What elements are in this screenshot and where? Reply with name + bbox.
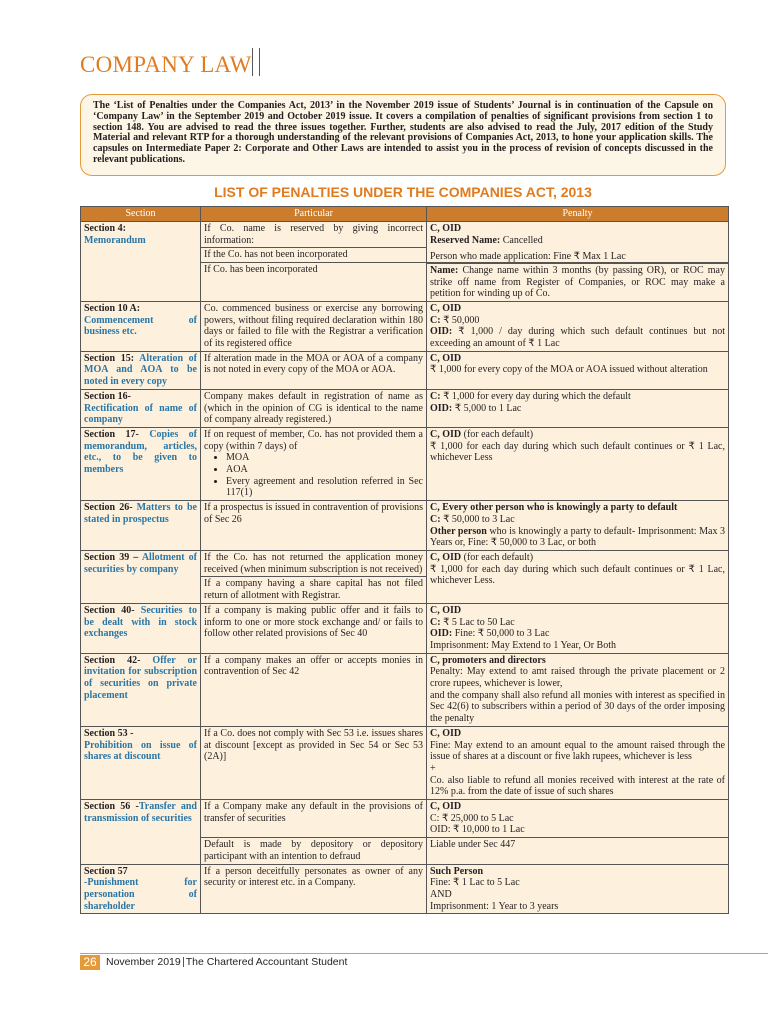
table-row: [81, 501, 729, 551]
penalty-party: C, OID: [430, 801, 462, 813]
section-cell: [81, 864, 201, 914]
particular-cell: If a Company make any default in the provisions of transfer of securities: [201, 800, 427, 838]
section-number: Section 57: [84, 865, 128, 877]
list-item: • Every agreement and resolution referred in Sec 117(1): [226, 476, 423, 499]
penalty-text: ₹ 50,000: [440, 314, 480, 326]
section-cell: [81, 800, 201, 865]
journal-name: The Chartered Accountant Student: [185, 956, 348, 968]
section-cell: [81, 301, 201, 351]
penalty-text: Fine: ₹ 1 Lac to 5 Lac: [430, 877, 520, 889]
penalty-party: C, promoters and directors: [430, 654, 546, 666]
penalty-party: C, OID: [430, 223, 462, 234]
section-number: Section 42-: [84, 654, 141, 666]
penalty-cell: [427, 351, 729, 389]
particular-cell: Default is made by depository or depository participant with an intention to defraud: [201, 838, 427, 864]
penalty-cell: [427, 864, 729, 914]
penalty-text: ₹ 1,000 for every copy of the MOA or AOA issued without alteration: [430, 364, 708, 376]
penalties-table: [80, 206, 729, 914]
penalty-text: ₹ 5 Lac to 50 Lac: [440, 616, 515, 628]
section-title: Rectification of name of company: [84, 402, 197, 426]
page-title: COMPANY LAW: [80, 52, 252, 77]
penalty-party: C, OID: [430, 727, 462, 739]
section-number: Section 4:: [84, 223, 126, 234]
penalty-party: C, OID: [430, 352, 462, 364]
penalty-text: Fine: ₹ 50,000 to 3 Lac: [452, 628, 550, 640]
section-title: Offer or invitation for subscription of securities on private placement: [84, 654, 197, 701]
section-number: Section 40-: [84, 604, 135, 616]
particular-cell: If a company having a share capital has not filed return of allotment with Registrar.: [201, 577, 427, 603]
penalty-party: Such Person: [430, 865, 484, 877]
column-header-particular: Particular: [201, 207, 427, 222]
penalty-cell: [427, 550, 729, 603]
penalty-cell: [427, 389, 729, 427]
penalty-note: (for each default): [461, 551, 534, 563]
penalty-label: C:: [430, 616, 441, 628]
particular-cell: If the Co. has not returned the application money received (when minimum subscription is not received): [201, 550, 427, 576]
footer-credit: [106, 956, 347, 968]
section-title: Matters to be stated in prospectus: [84, 502, 197, 525]
penalty-text: ₹ 1,000 for each day during which such default continues or ₹ 1 Lac, whichever Less: [430, 440, 725, 464]
penalty-text: Co. also liable to refund all monies received with interest at the rate of 12% p.a. from the date of issue of such shares: [430, 774, 725, 798]
penalty-label: Reserved Name:: [430, 234, 501, 246]
particular-cell: If a Co. does not comply with Sec 53 i.e. issues shares at discount [except as provided in Sec 54 or Sec 53 (2A)]: [201, 726, 427, 799]
penalty-cell: [427, 603, 729, 653]
section-title: Alteration of MOA and AOA to be noted in every copy: [84, 352, 197, 388]
section-cell: [81, 653, 201, 726]
section-cell: [81, 550, 201, 603]
penalty-party: C, OID: [430, 302, 462, 314]
penalty-text: ₹ 1,000 / day during which such default continues but not exceeding an amount of ₹ 1 Lac: [430, 326, 725, 350]
penalty-text: who is knowingly a party to default- Imprisonment: Max 3 Years or, Fine: ₹ 50,000 to 3 Lac, or both: [430, 525, 725, 549]
section-cell: [81, 501, 201, 551]
section-number: Section 17-: [84, 428, 139, 440]
footer-divider: [80, 953, 768, 954]
table-row: [81, 726, 729, 799]
particular-cell: If Co. has been incorporated: [201, 263, 427, 302]
particular-cell: Company makes default in registration of name as (which in the opinion of CG is identical to the name of company already registered.): [201, 389, 427, 427]
section-number: Section 53 -: [84, 727, 134, 739]
table-row: [81, 550, 729, 576]
penalty-text: Imprisonment: May Extend to 1 Year, Or Both: [430, 639, 616, 651]
table-row: [81, 389, 729, 427]
penalty-note: (for each default): [461, 428, 534, 440]
penalty-party: C, OID: [430, 551, 462, 563]
penalty-label: OID:: [430, 326, 453, 338]
section-cell: [81, 427, 201, 500]
particular-cell: If the Co. has not been incorporated: [201, 248, 427, 263]
section-title: -Punishment for personation of shareholder: [84, 877, 197, 912]
section-title: Allotment of securities by company: [84, 551, 197, 575]
penalty-text: Imprisonment: 1 Year to 3 years: [430, 900, 559, 912]
penalty-cell: [427, 726, 729, 799]
issue-date: November 2019: [106, 956, 181, 968]
penalty-text: ₹ 1,000 for each day during which such default continues or ₹ 1 Lac, whichever Less.: [430, 563, 725, 587]
section-cell: [81, 389, 201, 427]
table-row: [81, 603, 729, 653]
penalty-label: Name:: [430, 264, 459, 276]
column-header-section: Section: [81, 207, 201, 222]
penalty-cell: [427, 427, 729, 500]
section-cell: [81, 351, 201, 389]
section-number: Section 26-: [84, 502, 133, 514]
penalty-cell: [427, 653, 729, 726]
penalty-text: AND: [430, 888, 452, 900]
section-number: Section 10 A:: [84, 302, 141, 314]
penalty-cell: [427, 501, 729, 551]
penalty-text: Fine: May extend to an amount equal to the amount raised through the issue of shares at a discount or five lakh rupees, whichever is less: [430, 739, 725, 763]
section-title: Prohibition on issue of shares at discount: [84, 739, 197, 763]
penalty-text: Penalty: May extend to amt raised through the private placement or 2 crore rupees, whichever is lower,: [430, 666, 725, 690]
penalty-cell: [427, 301, 729, 351]
section-title: Memorandum: [84, 234, 146, 246]
particular-cell: Co. commenced business or exercise any borrowing powers, without filing required declaration within 180 days or failed to file with the Registrar a verification of its registered office: [201, 301, 427, 351]
penalty-text: Cancelled: [500, 234, 543, 246]
table-header-row: [81, 207, 729, 222]
penalty-label: Other person: [430, 525, 487, 537]
table-row: [81, 222, 729, 248]
penalty-party: C, OID: [430, 604, 462, 616]
list-item: • MOA: [226, 452, 423, 464]
table-row: [81, 427, 729, 500]
penalty-cell: Liable under Sec 447: [427, 838, 729, 864]
penalty-label: OID:: [430, 402, 453, 414]
section-cell: [81, 603, 201, 653]
penalty-label: C:: [430, 390, 441, 402]
footer-separator: [183, 957, 184, 967]
section-cell: [81, 726, 201, 799]
particular-cell: [201, 427, 427, 500]
particular-text: If on request of member, Co. has not provided them a copy (within 7 days) of: [204, 428, 423, 452]
penalty-text: Person who made application: Fine ₹ Max 1 Lac: [427, 251, 728, 264]
list-item: • AOA: [226, 464, 423, 476]
section-title: Copies of memorandum, articles, etc., to be given to members: [84, 428, 197, 476]
page-number: 26: [80, 955, 100, 970]
table-row: [81, 301, 729, 351]
penalty-label: C:: [430, 513, 441, 525]
section-title: Transfer and transmission of securities: [84, 801, 197, 824]
penalty-plus: +: [430, 762, 436, 774]
particular-cell: If a prospectus is issued in contravention of provisions of Sec 26: [201, 501, 427, 551]
section-number: Section 39 –: [84, 551, 139, 563]
section-cell: [81, 222, 201, 302]
table-row: [81, 800, 729, 838]
particular-cell: If a company is making public offer and it fails to inform to one or more stock exchange and/ or fails to follow other related provisions of Sec 40: [201, 603, 427, 653]
penalty-label: OID:: [430, 628, 453, 640]
penalty-party: C, Every other person who is knowingly a party to default: [430, 502, 678, 514]
table-row: [81, 653, 729, 726]
penalty-label: C:: [430, 314, 441, 326]
penalty-cell: [427, 251, 729, 302]
table-row: [81, 864, 729, 914]
penalty-text: and the company shall also refund all monies with interest as specified in Sec 42(6) to subscribers within a period of 30 days of the order imposing the penalty: [430, 689, 725, 725]
section-number: Section 15:: [84, 352, 135, 364]
particular-cell: If a person deceitfully personates as owner of any security or interest etc. in a Company.: [201, 864, 427, 914]
penalty-cell: [427, 800, 729, 838]
penalty-text: ₹ 5,000 to 1 Lac: [452, 402, 522, 414]
penalty-text: ₹ 1,000 for every day during which the default: [440, 390, 631, 402]
table-title: LIST OF PENALTIES UNDER THE COMPANIES ACT, 2013: [214, 184, 592, 200]
particular-cell: If alteration made in the MOA or AOA of a company is not noted in every copy of the MOA or AOA.: [201, 351, 427, 389]
penalty-text: OID: ₹ 10,000 to 1 Lac: [430, 824, 525, 836]
document-list: [204, 452, 423, 499]
intro-box: The ‘List of Penalties under the Companies Act, 2013’ in the November 2019 issue of Students’ Journal is in continuation of the Capsule on ‘Company Law’ in the September 2019 and October 2019 issue. It covers a compilation of penalties of significant provisions from section 1 to section 148. You are advised to read the three issues together. Further, students are also advised to read the July, 2017 edition of the Study Material and relevant RTP for a thorough understanding of the relevant provisions of Companies Act, 2013, to hone your application skills. The capsules on Intermediate Paper 2: Corporate and Other Laws are intended to assist you in the process of revision of concepts discussed in the relevant publications.: [80, 94, 726, 176]
penalty-text: Change name within 3 months (by passing OR), or ROC may strike off name from Register of Companies, or ROC may make a petition for winding up of Co.: [430, 264, 725, 300]
column-header-penalty: Penalty: [427, 207, 729, 222]
table-row: [81, 351, 729, 389]
penalty-text: ₹ 50,000 to 3 Lac: [440, 513, 515, 525]
penalty-party: C, OID: [430, 428, 462, 440]
penalty-text: C: ₹ 25,000 to 5 Lac: [430, 812, 514, 824]
section-number: Section 16-: [84, 390, 131, 402]
section-title: Commencement of business etc.: [84, 314, 197, 338]
section-number: Section 56 -: [84, 801, 139, 813]
particular-cell: If Co. name is reserved by giving incorrect information:: [201, 222, 427, 248]
title-divider: [252, 48, 260, 76]
section-title: Securities to be dealt with in stock exchanges: [84, 604, 197, 640]
particular-cell: If a company makes an offer or accepts monies in contravention of Sec 42: [201, 653, 427, 726]
